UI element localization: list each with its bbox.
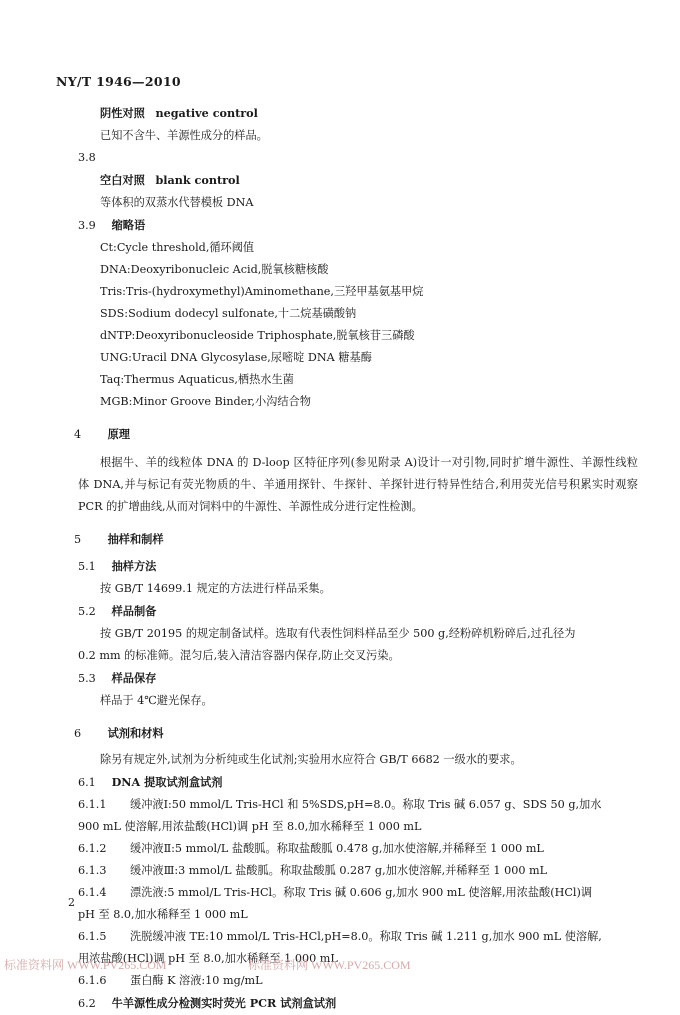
item-number: 6.1.2 [78, 842, 107, 855]
section-4-heading [74, 423, 638, 446]
abbrev-item: UNG:Uracil DNA Glycosylase,尿嘧啶 DNA 糖基酶 [100, 351, 372, 364]
section-5-1-heading [78, 555, 638, 578]
abbrev-item: MGB:Minor Groove Binder,小沟结合物 [100, 395, 311, 408]
item-text: 缓冲液Ⅰ:50 mmol/L Tris-HCl 和 5%SDS,pH=8.0。称取 Tris 碱 6.057 g、SDS 50 g,加水 [130, 798, 602, 811]
section-5-3-text: 样品于 4℃避光保存。 [100, 694, 213, 707]
reagent-item-6-1-4-cont: pH 至 8.0,加水稀释至 1 000 mL [78, 908, 248, 921]
abbrev-item: Ct:Cycle threshold,循环阈值 [100, 241, 255, 254]
term-cn: 空白对照 [100, 173, 145, 187]
reagent-item-6-1-4 [78, 882, 638, 904]
section-5-2-text-line1: 按 GB/T 20195 的规定制备试样。选取有代表性饲料样品至少 500 g,经粉碎机粉碎后,过孔径为 [100, 627, 576, 640]
section-number: 6 [74, 727, 82, 740]
section-number: 5.1 [78, 560, 96, 573]
standard-code-header: NY/T 1946—2010 [56, 74, 181, 89]
section-number: 6.1 [78, 776, 96, 789]
abbrev-item: Tris:Tris-(hydroxymethyl)Aminomethane,三羟甲基氨基甲烷 [100, 285, 424, 298]
page-number: 2 [68, 896, 75, 909]
section-title: 抽样方法 [111, 559, 157, 573]
item-text: 漂洗液:5 mmol/L Tris-HCl。称取 Tris 碱 0.606 g,加水 900 mL 使溶解,用浓盐酸(HCl)调 [130, 886, 593, 899]
term-negative-desc: 已知不含牛、羊源性成分的样品。 [100, 129, 268, 142]
reagent-item-6-1-2 [78, 838, 638, 860]
section-title: 缩略语 [111, 218, 146, 232]
section-5-2-text-line2: 0.2 mm 的标准筛。混匀后,装入清洁容器内保存,防止交叉污染。 [78, 649, 400, 662]
section-6-text: 除另有规定外,试剂为分析纯或生化试剂;实验用水应符合 GB/T 6682 一级水的要求。 [100, 753, 522, 766]
section-number: 6.2 [78, 997, 96, 1010]
principle-paragraph: 根据牛、羊的线粒体 DNA 的 D-loop 区特征序列(参见附录 A)设计一对引物,同时扩增牛源性、羊源性线粒体 DNA,并与标记有荧光物质的牛、羊通用探针、牛探针、羊探针进行特异性结合,利用荧光信号积累实时观察 PCR 的扩增曲线,从而对饲料中的牛源性、羊源性成分进行定性检测。 [78, 456, 638, 513]
term-blank-control [78, 169, 638, 192]
item-text: 缓冲液Ⅱ:5 mmol/L 盐酸胍。称取盐酸胍 0.478 g,加水使溶解,并稀释至 1 000 mL [130, 842, 544, 855]
section-number: 3.9 [78, 219, 96, 232]
reagent-item-6-1-5-cont: 用浓盐酸(HCl)调 pH 至 8.0,加水稀释至 1 000 mL [78, 952, 338, 965]
abbrev-item: Taq:Thermus Aquaticus,栖热水生菌 [100, 373, 294, 386]
section-6-1-heading [78, 771, 638, 794]
section-title: 样品制备 [111, 604, 157, 618]
section-3-8-number: 3.8 [78, 151, 96, 164]
abbrev-item: dNTP:Deoxyribonucleoside Triphosphate,脱氧核苷三磷酸 [100, 329, 415, 342]
section-number: 5.3 [78, 672, 96, 685]
section-5-3-heading [78, 667, 638, 690]
item-number: 6.1.4 [78, 886, 107, 899]
section-5-heading [74, 528, 638, 551]
watermark-left: 标准资料网 WWW.PV265.COM [4, 958, 167, 972]
item-text: 蛋白酶 K 溶液:10 mg/mL [130, 974, 263, 987]
section-title: DNA 提取试剂盒试剂 [111, 775, 223, 789]
abbrev-item: SDS:Sodium dodecyl sulfonate,十二烷基磺酸钠 [100, 307, 357, 320]
item-text: 洗脱缓冲液 TE:10 mmol/L Tris-HCl,pH=8.0。称取 Tris 碱 1.211 g,加水 900 mL 使溶解, [130, 930, 602, 943]
section-title: 牛羊源性成分检测实时荧光 PCR 试剂盒试剂 [111, 996, 337, 1010]
item-number: 6.1.5 [78, 930, 107, 943]
watermark-right: 标准资料网 WWW.PV265.COM [248, 958, 411, 972]
section-number: 5 [74, 533, 82, 546]
reagent-item-6-1-5 [78, 926, 638, 948]
term-negative-control [78, 102, 638, 125]
reagent-item-6-1-3 [78, 860, 638, 882]
abbrev-item: DNA:Deoxyribonucleic Acid,脱氧核糖核酸 [100, 263, 329, 276]
section-title: 试剂和材料 [107, 726, 164, 740]
item-text: 缓冲液Ⅲ:3 mmol/L 盐酸胍。称取盐酸胍 0.287 g,加水使溶解,并稀释至 1 000 mL [130, 864, 548, 877]
reagent-item-6-1-6 [78, 970, 638, 992]
section-6-heading [74, 722, 638, 745]
section-6-2-heading [78, 992, 638, 1015]
document-body [74, 102, 638, 1015]
term-cn: 阴性对照 [100, 106, 145, 120]
section-title: 样品保存 [111, 671, 157, 685]
reagent-item-6-1-1-cont: 900 mL 使溶解,用浓盐酸(HCl)调 pH 至 8.0,加水稀释至 1 000 mL [78, 820, 422, 833]
item-number: 6.1.1 [78, 798, 107, 811]
item-number: 6.1.3 [78, 864, 107, 877]
term-en: blank control [155, 173, 240, 187]
section-5-1-text: 按 GB/T 14699.1 规定的方法进行样品采集。 [100, 582, 331, 595]
term-blank-desc: 等体积的双蒸水代替模板 DNA [100, 196, 254, 209]
section-title: 抽样和制样 [107, 532, 164, 546]
section-number: 5.2 [78, 605, 96, 618]
section-number: 4 [74, 428, 82, 441]
reagent-item-6-1-1 [78, 794, 638, 816]
section-title: 原理 [107, 427, 130, 441]
section-3-9-heading [78, 214, 638, 237]
section-5-2-heading [78, 600, 638, 623]
item-number: 6.1.6 [78, 974, 107, 987]
term-en: negative control [155, 106, 258, 120]
